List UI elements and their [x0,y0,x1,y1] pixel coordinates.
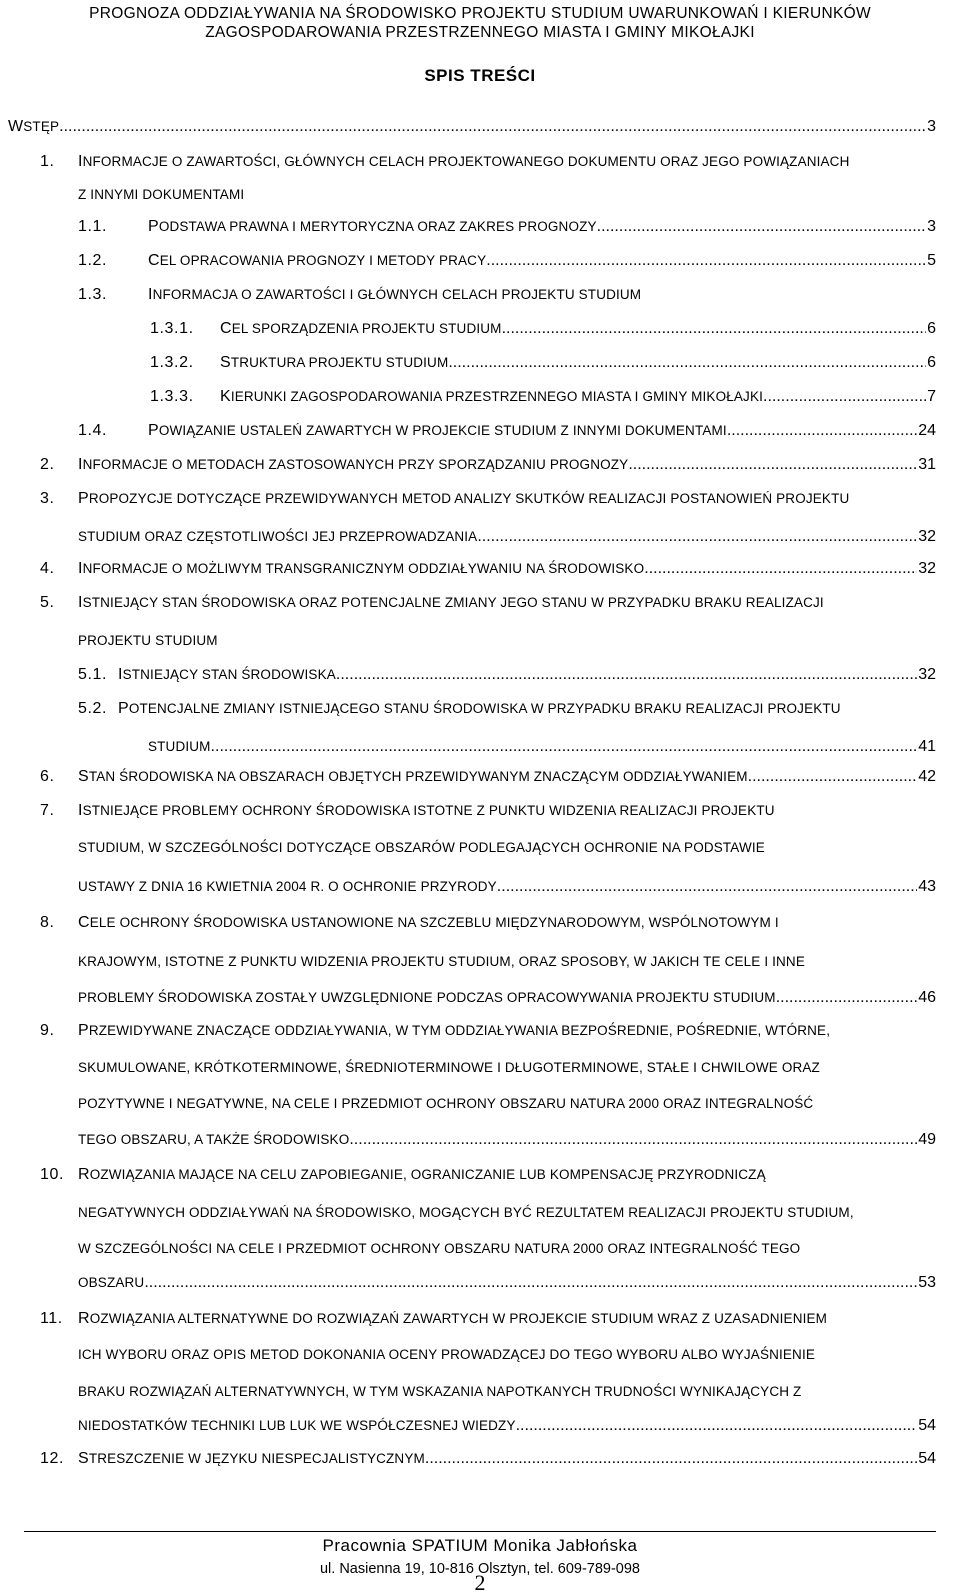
toc-entry-number: 5. [40,594,55,611]
toc-page-number[interactable]: ..... 31 [918,456,936,473]
toc-entry-number: 6. [40,768,55,785]
toc-entry-title[interactable]: WSTĘP [8,118,60,135]
toc-entry-title[interactable]: INFORMACJA O ZAWARTOŚCI I GŁÓWNYCH CELACH PROJEKTU STUDIUM [148,286,642,303]
toc-entry-number: 1.2. [78,252,108,269]
toc-page-number[interactable]: ..... 3 [927,118,936,135]
toc-entry-number: 8. [40,914,55,931]
toc-entry-number: 4. [40,560,55,577]
toc-entry-continuation[interactable]: BRAKU ROZWIĄZAŃ ALTERNATYWNYCH, W TYM WSKAZANIA NAPOTKANYCH TRUDNOŚCI WYNIKAJĄCYCH Z [78,1384,802,1399]
toc-entry-title[interactable]: ISTNIEJĄCY STAN ŚRODOWISKA ORAZ POTENCJALNE ZMIANY JEGO STANU W PRZYPADKU BRAKU REALIZACJI [78,594,824,611]
toc-entry-continuation[interactable]: STUDIUM [148,739,211,754]
toc-entry-continuation[interactable]: NEGATYWNYCH ODDZIAŁYWAŃ NA ŚRODOWISKO, MOGĄCYCH BYĆ REZULTATEM REALIZACJI PROJEKTU STUDIUM, [78,1205,854,1220]
toc-leader [727,421,936,441]
toc-page-number[interactable]: ..... 32 [918,560,936,577]
toc-page-number[interactable]: ..... 7 [927,388,936,405]
toc-entry-number: 12. [40,1450,65,1467]
toc-leader [425,1449,936,1469]
toc-entry-continuation[interactable]: TEGO OBSZARU, A TAKŻE ŚRODOWISKO [78,1132,350,1147]
toc-entry-title[interactable]: INFORMACJE O METODACH ZASTOSOWANYCH PRZY SPORZĄDZANIU PROGNOZY [78,456,629,473]
toc-leader [502,319,936,339]
toc-leader [477,527,936,547]
toc-leader [516,1416,936,1436]
toc-entry-number: 9. [40,1022,55,1039]
toc-page-number[interactable]: ..... 54 [918,1417,936,1434]
toc-leader [497,877,936,897]
toc-entry-continuation[interactable]: Z INNYMI DOKUMENTAMI [78,187,245,202]
toc-entry-number: 5.2. [78,700,108,717]
toc-entry-number: 2. [40,456,55,473]
toc-entry-number: 5.1. [78,666,108,683]
toc-entry-number: 1.3.2. [150,354,194,371]
toc-entry-number: 11. [40,1310,63,1327]
toc-entry-number: 10. [40,1166,65,1183]
toc-leader [349,1130,936,1150]
toc-page-number[interactable]: ..... 24 [918,422,936,439]
toc-entry-number: 1. [40,153,55,170]
toc-entry-title[interactable]: POTENCJALNE ZMIANY ISTNIEJĄCEGO STANU ŚRODOWISKA W PRZYPADKU BRAKU REALIZACJI PROJEKTU [118,700,841,717]
toc-page-number[interactable]: ..... 53 [918,1274,936,1291]
toc-page-number[interactable]: ..... 49 [918,1131,936,1148]
toc-entry-continuation[interactable]: STUDIUM, W SZCZEGÓLNOŚCI DOTYCZĄCE OBSZARÓW PODLEGAJĄCYCH OCHRONIE NA PODSTAWIE [78,840,765,855]
toc-entry-continuation[interactable]: PROJEKTU STUDIUM [78,633,218,648]
toc-page-number[interactable]: ..... 6 [927,320,936,337]
toc-page-number[interactable]: ..... 46 [918,989,936,1006]
toc-entry-number: 1.3. [78,286,108,303]
toc-entry-number: 1.3.1. [150,320,194,337]
toc-page-number[interactable]: ..... 6 [927,354,936,371]
toc-leader [763,387,936,407]
toc-leader [336,665,936,685]
toc-entry-title[interactable]: KIERUNKI ZAGOSPODAROWANIA PRZESTRZENNEGO MIASTA I GMINY MIKOŁAJKI [220,388,764,405]
toc-page-number[interactable]: ..... 32 [918,666,936,683]
toc-page-number[interactable]: ..... 3 [927,218,936,235]
header-line-2: ZAGOSPODAROWANIA PRZESTRZENNEGO MIASTA I GMINY MIKOŁAJKI [205,24,755,41]
toc-leader [748,767,936,787]
toc-entry-number: 1.1. [78,218,108,235]
toc-leader [628,455,936,475]
toc-page-number[interactable]: ..... 32 [918,528,936,545]
toc-entry-continuation[interactable]: W SZCZEGÓLNOŚCI NA CELE I PRZEDMIOT OCHRONY OBSZARU NATURA 2000 ORAZ INTEGRALNOŚĆ TEGO [78,1241,801,1256]
toc-leader [144,1273,936,1293]
toc-entry-number: 7. [40,802,55,819]
toc-leader [211,737,936,757]
toc-page-number[interactable]: ..... 5 [927,252,936,269]
toc-page-number[interactable]: ..... 54 [918,1450,936,1467]
toc-leader [776,988,936,1008]
footer-divider [24,1531,936,1532]
toc-entry-title[interactable]: STRUKTURA PROJEKTU STUDIUM [220,354,449,371]
toc-entry-continuation[interactable]: POZYTYWNE I NEGATYWNE, NA CELE I PRZEDMIOT OCHRONY OBSZARU NATURA 2000 ORAZ INTEGRALNOŚĆ [78,1096,814,1111]
toc-page-number[interactable]: ..... 41 [918,738,936,755]
toc-entry-title[interactable]: INFORMACJE O MOŻLIWYM TRANSGRANICZNYM ODDZIAŁYWANIU NA ŚRODOWISKO [78,560,645,577]
toc-entry-number: 3. [40,490,55,507]
toc-entry-title[interactable]: CEL OPRACOWANIA PROGNOZY I METODY PRACY [148,252,487,269]
toc-entry-continuation[interactable]: OBSZARU [78,1275,145,1290]
footer-address: ul. Nasienna 19, 10-816 Olsztyn, tel. 609-789-098 [319,1561,640,1577]
toc-entry-title[interactable]: ISTNIEJĄCY STAN ŚRODOWISKA [118,666,336,683]
toc-entry-continuation[interactable]: KRAJOWYM, ISTOTNE Z PUNKTU WIDZENIA PROJEKTU STUDIUM, ORAZ SPOSOBY, W JAKICH TE CELE I INNE [78,954,805,969]
toc-leader [486,251,936,271]
toc-page-number[interactable]: ..... 42 [918,768,936,785]
toc-entry-number: 1.4. [78,422,108,439]
toc-entry-title[interactable]: INFORMACJE O ZAWARTOŚCI, GŁÓWNYCH CELACH PROJEKTOWANEGO DOKUMENTU ORAZ JEGO POWIĄZANIACH [78,153,850,170]
toc-leader [597,217,936,237]
toc-entry-title[interactable]: ROZWIĄZANIA MAJĄCE NA CELU ZAPOBIEGANIE, OGRANICZANIE LUB KOMPENSACJĘ PRZYRODNICZĄ [78,1166,766,1183]
toc-entry-title[interactable]: ROZWIĄZANIA ALTERNATYWNE DO ROZWIĄZAŃ ZAWARTYCH W PROJEKCIE STUDIUM WRAZ Z UZASADNIENIEM [78,1310,828,1327]
toc-leader [59,117,936,137]
toc-entry-continuation[interactable]: ICH WYBORU ORAZ OPIS METOD DOKONANIA OCENY PROWADZĄCEJ DO TEGO WYBORU ALBO WYJAŚNIENIE [78,1347,816,1362]
toc-page-number[interactable]: ..... 43 [918,878,936,895]
toc-entry-title[interactable]: PRZEWIDYWANE ZNACZĄCE ODDZIAŁYWANIA, W TYM ODDZIAŁYWANIA BEZPOŚREDNIE, POŚREDNIE, WTÓRNE, [78,1022,831,1039]
header-line-1: PROGNOZA ODDZIAŁYWANIA NA ŚRODOWISKO PROJEKTU STUDIUM UWARUNKOWAŃ I KIERUNKÓW [89,5,871,22]
toc-entry-continuation[interactable]: SKUMULOWANE, KRÓTKOTERMINOWE, ŚREDNIOTERMINOWE I DŁUGOTERMINOWE, STAŁE I CHWILOWE ORAZ [78,1060,820,1075]
toc-entry-title[interactable]: ISTNIEJĄCE PROBLEMY OCHRONY ŚRODOWISKA ISTOTNE Z PUNKTU WIDZENIA REALIZACJI PROJEKTU [78,802,775,819]
toc-entry-continuation[interactable]: STUDIUM ORAZ CZĘSTOTLIWOŚCI JEJ PRZEPROWADZANIA [78,529,478,544]
toc-entry-title[interactable]: STRESZCZENIE W JĘZYKU NIESPECJALISTYCZNYM [78,1450,425,1467]
toc-entry-title[interactable]: POWIĄZANIE USTALEŃ ZAWARTYCH W PROJEKCIE STUDIUM Z INNYMI DOKUMENTAMI [148,422,727,439]
toc-entry-continuation[interactable]: NIEDOSTATKÓW TECHNIKI LUB LUK WE WSPÓŁCZESNEJ WIEDZY [78,1418,516,1433]
toc-entry-continuation[interactable]: PROBLEMY ŚRODOWISKA ZOSTAŁY UWZGLĘDNIONE PODCZAS OPRACOWYWANIA PROJEKTU STUDIUM [78,990,776,1005]
toc-title: SPIS TREŚCI [424,66,536,85]
page-number: 2 [474,1570,486,1595]
toc-entry-title[interactable]: CELE OCHRONY ŚRODOWISKA USTANOWIONE NA SZCZEBLU MIĘDZYNARODOWYM, WSPÓLNOTOWYM I [78,914,779,931]
toc-entry-title[interactable]: PROPOZYCJE DOTYCZĄCE PRZEWIDYWANYCH METOD ANALIZY SKUTKÓW REALIZACJI POSTANOWIEŃ PROJEKTU [78,490,850,507]
toc-entry-number: 1.3.3. [150,388,194,405]
toc-entry-title[interactable]: CEL SPORZĄDZENIA PROJEKTU STUDIUM [220,320,502,337]
toc-leader [448,353,936,373]
toc-entry-title[interactable]: PODSTAWA PRAWNA I MERYTORYCZNA ORAZ ZAKRES PROGNOZY [148,218,597,235]
footer-company: Pracownia SPATIUM Monika Jabłońska [322,1536,638,1555]
toc-entry-title[interactable]: STAN ŚRODOWISKA NA OBSZARACH OBJĘTYCH PRZEWIDYWANYM ZNACZĄCYM ODDZIAŁYWANIEM [78,768,748,785]
toc-leader [644,559,936,579]
toc-entry-continuation[interactable]: USTAWY Z DNIA 16 KWIETNIA 2004 R. O OCHRONIE PRZYRODY [78,879,497,894]
